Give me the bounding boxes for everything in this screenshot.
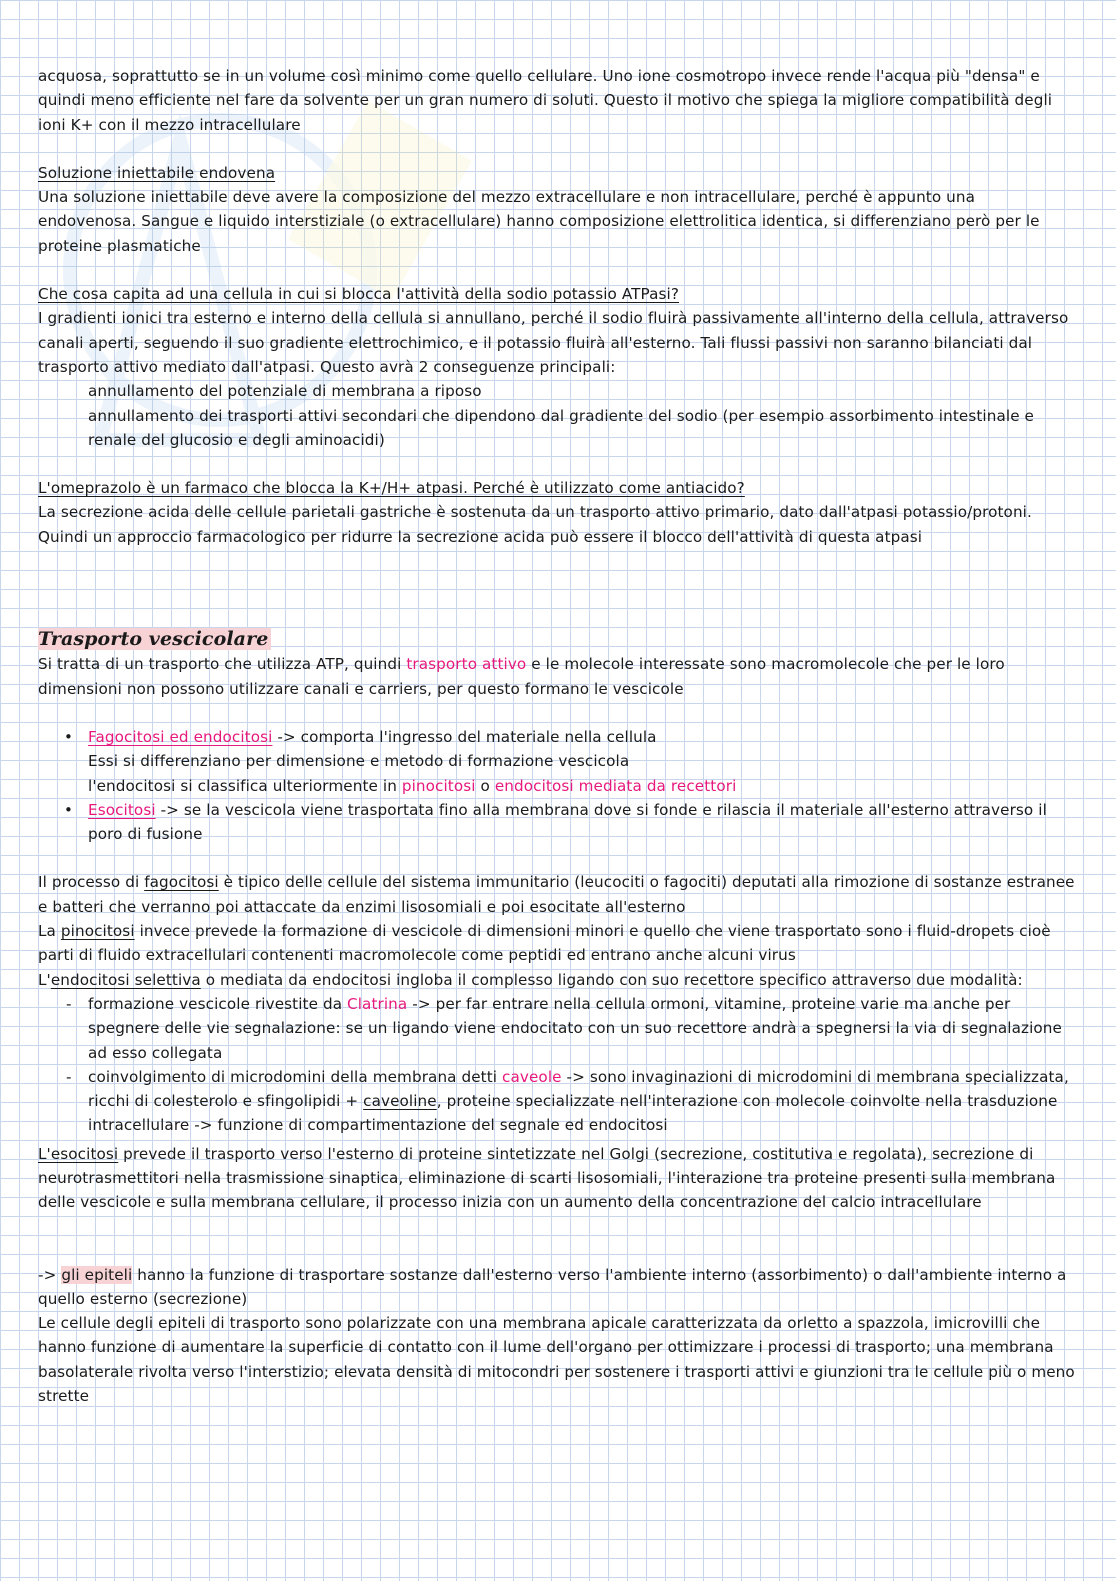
heading-trasporto-vescicolare: Trasporto vescicolare: [38, 628, 271, 650]
term-caveole: caveole: [502, 1067, 562, 1086]
consequence-2: annullamento dei trasporti attivi secondari che dipendono dal gradiente del sodio (per esempio assorbimento intestinale e renale del glucosio e degli aminoacidi): [88, 406, 1035, 449]
consequence-1: annullamento del potenziale di membrana a riposo: [88, 382, 482, 401]
f-text-a: Il processo di: [38, 873, 145, 892]
b1-line3: l'endocitosi si classifica ulteriormente in: [88, 776, 402, 795]
d2-text-c: , proteine specializzate nell'interazione con molecole coinvolte nella trasduzione intracellulare -> funzione di compartimentazione del segnale ed endocitosi: [88, 1092, 1058, 1135]
intro-text-a: Si tratta di un trasporto che utilizza ATP, quindi: [38, 655, 407, 674]
document-page: [38, 64, 1078, 1408]
term-endocitosi-selettiva: endocitosi selettiva: [50, 970, 201, 989]
paragraph-soluzione: Una soluzione iniettabile deve avere la composizione del mezzo extracellulare e non intracellulare, perché è appunto una endovenosa. Sangue e liquido interstiziale (o extracellulare) hanno composizione elettrolitica identica, si differenziano però per le proteine plasmatiche: [38, 188, 1040, 255]
p-text-a: La: [38, 922, 61, 941]
term-pinocitosi-u: pinocitosi: [60, 922, 135, 941]
d1-text-a: formazione vescicole rivestite da: [88, 994, 348, 1013]
list-item-caveole: [66, 1065, 1078, 1138]
list-item-esocitosi: [64, 798, 1078, 847]
section-title-soluzione: Soluzione iniettabile endovena: [38, 163, 276, 182]
d2-text-a: coinvolgimento di microdomini della membrana detti: [88, 1067, 503, 1086]
paragraph-endocitosi-selettiva: [38, 968, 1078, 992]
bullet-icon: •: [64, 800, 73, 819]
e-text-b: o mediata da endocitosi ingloba il complesso ligando con suo recettore specifico attraverso due modalità:: [200, 970, 1023, 989]
d1-text-b: -> per far entrare nella cellula ormoni, vitamine, proteine varie ma anche per spegnere delle vie segnalazione: se un ligando viene endocitato con un suo recettore andrà a spegnersi la via di segnalazione ad esso collegata: [88, 994, 1062, 1062]
term-lesocitosi: L'esocitosi: [38, 1144, 119, 1163]
section-title-omeprazolo: L'omeprazolo è un farmaco che blocca la K+/H+ atpasi. Perché è utilizzato come antiacido?: [38, 479, 745, 498]
list-item-clatrina: [66, 992, 1078, 1065]
paragraph-atpasi: I gradienti ionici tra esterno e interno della cellula si annullano, perché il sodio fluirà passivamente all'interno della cellula, attraverso canali aperti, seguendo il suo gradiente elettrochimico, e il potassio fluirà all'esterno. Tali flussi passivi non saranno bilanciati dal trasporto attivo mediato dall'atpasi. Questo avrà 2 conseguenze principali:: [38, 309, 1069, 376]
b1-line2: Essi si differenziano per dimensione e metodo di formazione vescicola: [88, 752, 630, 771]
f-text-b: è tipico delle cellule del sistema immunitario (leucociti o fagociti) deputati alla rimozione di sostanze estranee e batteri che verranno poi attaccate da enzimi lisosomiali e poi esocitate all'esterno: [38, 873, 1075, 916]
section-title-atpasi: Che cosa capita ad una cellula in cui si blocca l'attività della sodio potassio ATPasi?: [38, 285, 680, 304]
paragraph-omeprazolo: La secrezione acida delle cellule parietali gastriche è sostenuta da un trasporto attivo primario, dato dall'atpasi potassio/protoni. Quindi un approccio farmacologico per ridurre la secrezione acida può essere il blocco dell'attività di questa atpasi: [38, 503, 1032, 546]
term-trasporto-attivo: trasporto attivo: [406, 655, 527, 674]
paragraph-cellule-epiteli: Le cellule degli epiteli di trasporto sono polarizzate con una membrana apicale caratterizzata da orletto a spazzola, imicrovilli che hanno funzione di aumentare la superficie di contatto con il lume dell'organo per ottimizzare i processi di trasporto; una membrana basolaterale rivolta verso l'interstizio; elevata densità di mitocondri per sostenere i trasporti attivi e giunzioni tra le cellule più o meno strette: [38, 1314, 1075, 1406]
bullet-list: [38, 725, 1078, 846]
paragraph-cosmotropo: acquosa, soprattutto se in un volume così minimo come quello cellulare. Uno ione cosmotropo invece rende l'acqua più "densa" e quindi meno efficiente nel fare da solvente per un gran numero di soluti. Questo il motivo che spiega la migliore compatibilità degli ioni K+ con il mezzo intracellulare: [38, 67, 1053, 134]
b1-text: -> comporta l'ingresso del materiale nella cellula: [272, 727, 657, 746]
epi-text-a: hanno la funzione di trasportare sostanze dall'esterno verso l'ambiente interno (assorbimento) o dall'ambiente interno a quello esterno (secrezione): [38, 1265, 1067, 1308]
bullet-icon: •: [64, 727, 73, 746]
b2-text: -> se la vescicola viene trasportata fino alla membrana dove si fonde e rilascia il materiale all'esterno attraverso il poro di fusione: [88, 800, 1047, 844]
intro-text-b: e le molecole interessate sono macromolecole che per le loro dimensioni non possono utilizzare canali e carriers, per questo formano le vescicole: [38, 655, 1005, 698]
d2-text-b: -> sono invaginazioni di microdomini di membrana specializzata, ricchi di colesterolo e sfingolipidi +: [88, 1067, 1069, 1111]
term-fagocitosi-endocitosi: Fagocitosi ed endocitosi: [88, 727, 273, 746]
dash-icon: -: [66, 994, 72, 1013]
paragraph-intro-vescicolare: [38, 652, 1078, 701]
paragraph-epiteli: [38, 1263, 1078, 1312]
term-gli-epiteli: gli epiteli: [61, 1265, 133, 1284]
e-text-a: L': [38, 970, 51, 989]
dash-list: [38, 992, 1078, 1138]
term-fagocitosi: fagocitosi: [144, 873, 219, 892]
arrow-text: ->: [38, 1265, 62, 1284]
dash-icon: -: [66, 1067, 72, 1086]
p-text-b: invece prevede la formazione di vescicole di dimensioni minori e quello che viene trasportato sono i fluid-dropets cioè parti di fluido extracellulari contenenti macromolecole come peptidi ed entrano anche alcuni virus: [38, 922, 1051, 965]
term-pinocitosi: pinocitosi: [401, 776, 476, 795]
list-item-fagocitosi: [64, 725, 1078, 798]
b1-or: o: [475, 776, 495, 795]
term-caveoline: caveoline: [363, 1092, 437, 1111]
paragraph-pinocitosi: [38, 919, 1078, 968]
paragraph-fagocitosi: [38, 870, 1078, 919]
paragraph-esocitosi: [38, 1142, 1078, 1215]
x-text-b: prevede il trasporto verso l'esterno di proteine sintetizzate nel Golgi (secrezione, costitutiva e regolata), secrezione di neurotrasmettitori nella trasmissione sinaptica, eliminazione di scarti lisosomiali, l'interazione tra proteine presenti sulla membrana delle vescicole e sulla membrana cellulare, il processo inizia con un aumento della concentrazione del calcio intracellulare: [38, 1144, 1056, 1212]
term-clatrina: Clatrina: [347, 994, 408, 1013]
term-esocitosi: Esocitosi: [88, 800, 156, 819]
term-endocitosi-recettori: endocitosi mediata da recettori: [494, 776, 737, 795]
